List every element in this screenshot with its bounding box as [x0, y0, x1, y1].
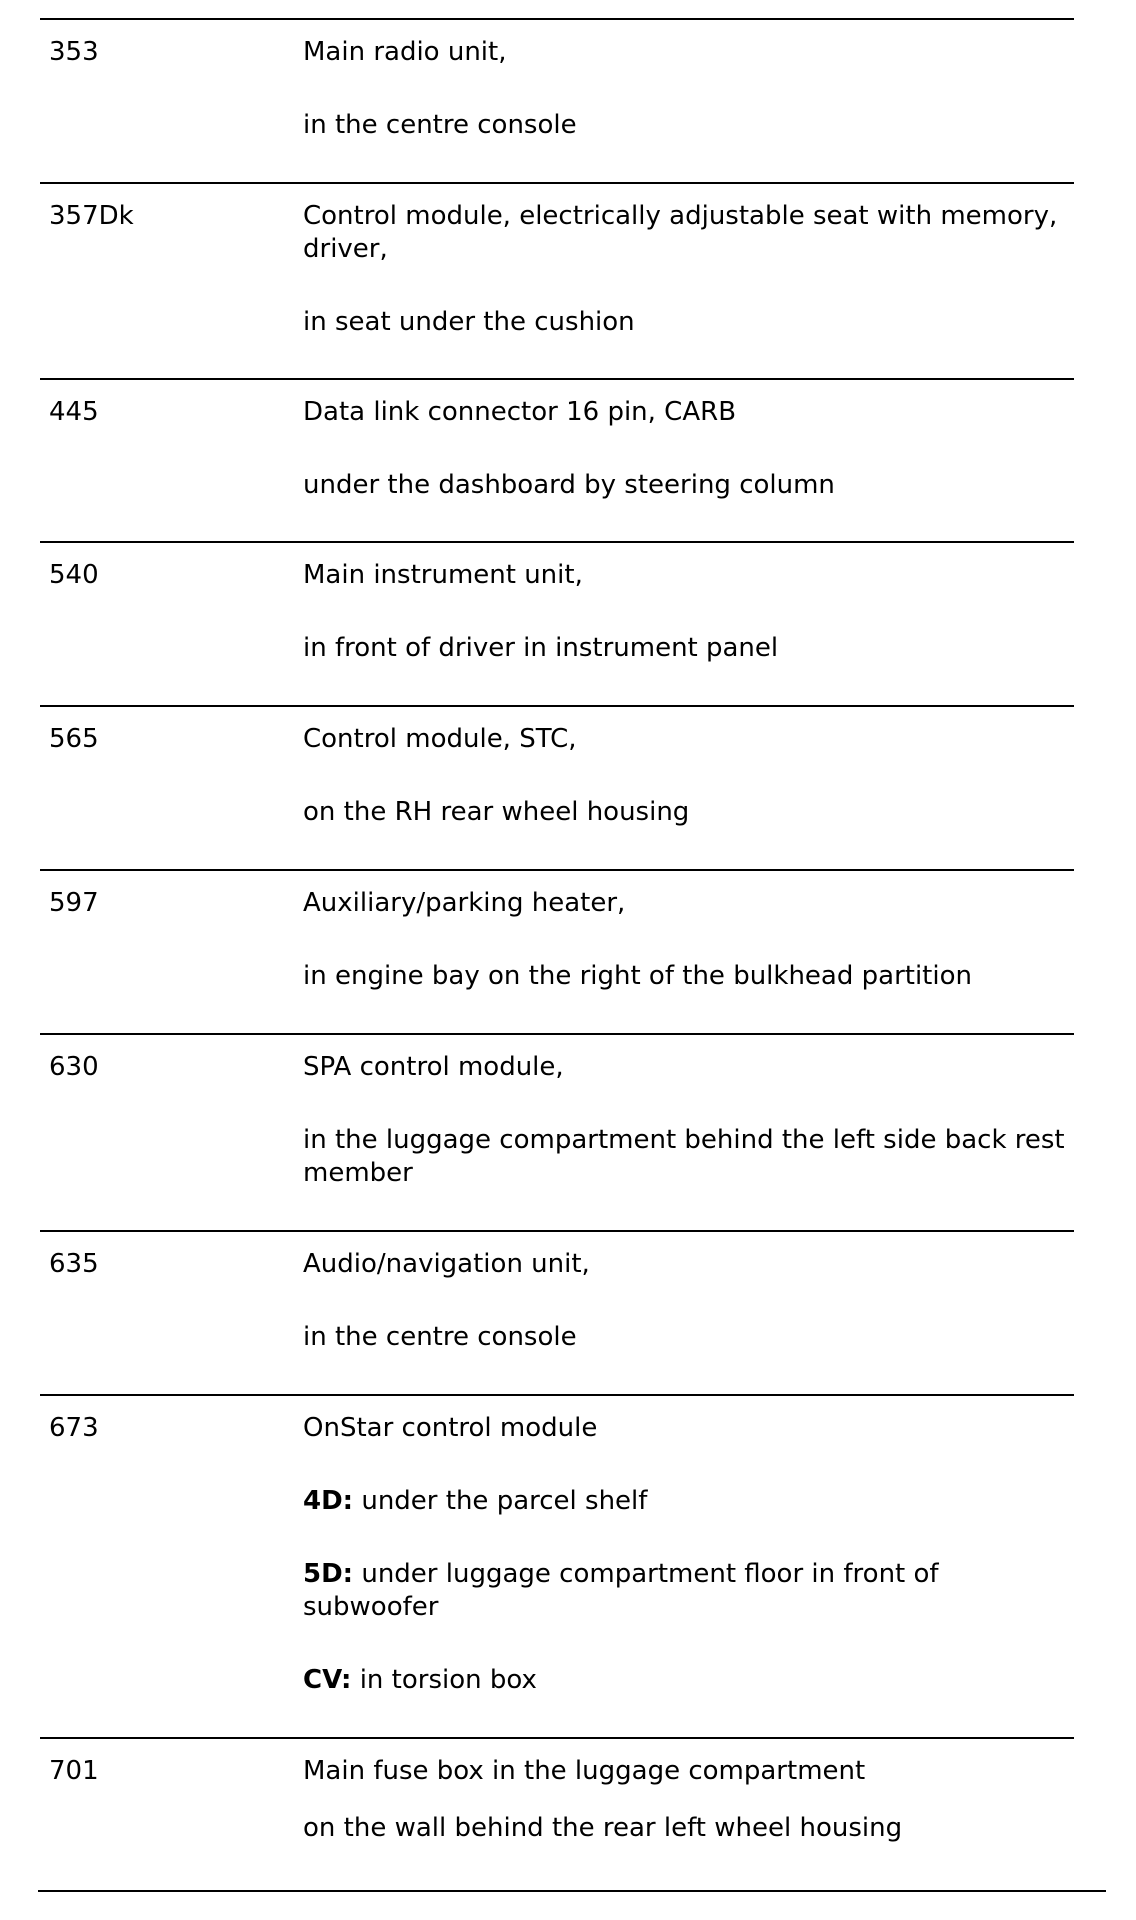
component-name: Auxiliary/parking heater, — [303, 888, 626, 918]
component-name: Main instrument unit, — [303, 560, 583, 590]
variant-location: under the parcel shelf — [353, 1486, 648, 1516]
component-location: in seat under the cushion — [303, 307, 635, 337]
component-code: 445 — [49, 397, 99, 427]
component-location: in front of driver in instrument panel — [303, 633, 779, 663]
component-code: 540 — [49, 560, 99, 590]
table-row — [40, 869, 1074, 991]
component-location-variant — [303, 1664, 1073, 1697]
component-description — [303, 723, 1073, 829]
component-code: 353 — [49, 37, 99, 67]
component-description — [303, 887, 1073, 993]
table-row — [40, 705, 1074, 827]
component-location: on the RH rear wheel housing — [303, 797, 690, 827]
table-row — [40, 1737, 1074, 1843]
table-row — [40, 1230, 1074, 1352]
component-location-variant — [303, 1485, 1073, 1518]
component-code: 597 — [49, 888, 99, 918]
table-row — [40, 378, 1074, 500]
component-name: Main fuse box in the luggage compartment — [303, 1756, 866, 1786]
component-name: Main radio unit, — [303, 37, 507, 67]
table-row — [40, 182, 1074, 337]
component-description — [303, 1412, 1073, 1697]
component-description — [303, 559, 1073, 665]
variant-location: in torsion box — [351, 1665, 537, 1695]
component-description — [303, 1755, 1073, 1845]
table-row — [40, 1394, 1074, 1695]
component-code: 357Dk — [49, 201, 134, 231]
component-name: OnStar control module — [303, 1413, 598, 1443]
variant-label: CV: — [303, 1665, 352, 1695]
component-name: SPA control module, — [303, 1052, 564, 1082]
component-name: Control module, STC, — [303, 724, 577, 754]
component-code: 635 — [49, 1249, 99, 1279]
component-location: in the luggage compartment behind the left side back rest member — [303, 1125, 1065, 1188]
component-description — [303, 200, 1073, 339]
component-location-variant — [303, 1558, 1073, 1624]
component-description — [303, 1051, 1073, 1190]
table-bottom-rule — [38, 1890, 1106, 1892]
component-location: on the wall behind the rear left wheel housing — [303, 1813, 903, 1843]
component-location: in the centre console — [303, 110, 577, 140]
variant-label: 4D: — [303, 1486, 354, 1516]
component-description — [303, 36, 1073, 142]
table-row — [40, 18, 1074, 140]
component-name: Audio/navigation unit, — [303, 1249, 590, 1279]
component-code: 565 — [49, 724, 99, 754]
component-description — [303, 396, 1073, 502]
component-name: Control module, electrically adjustable seat with memory, driver, — [303, 201, 1058, 264]
table-row — [40, 1033, 1074, 1188]
component-location: in the centre console — [303, 1322, 577, 1352]
component-description — [303, 1248, 1073, 1354]
component-code: 701 — [49, 1756, 99, 1786]
component-code: 673 — [49, 1413, 99, 1443]
component-location: in engine bay on the right of the bulkhead partition — [303, 961, 972, 991]
variant-location: under luggage compartment floor in front of subwoofer — [303, 1559, 939, 1622]
table-row — [40, 541, 1074, 663]
component-name: Data link connector 16 pin, CARB — [303, 397, 737, 427]
variant-label: 5D: — [303, 1559, 354, 1589]
component-code: 630 — [49, 1052, 99, 1082]
component-location: under the dashboard by steering column — [303, 470, 835, 500]
